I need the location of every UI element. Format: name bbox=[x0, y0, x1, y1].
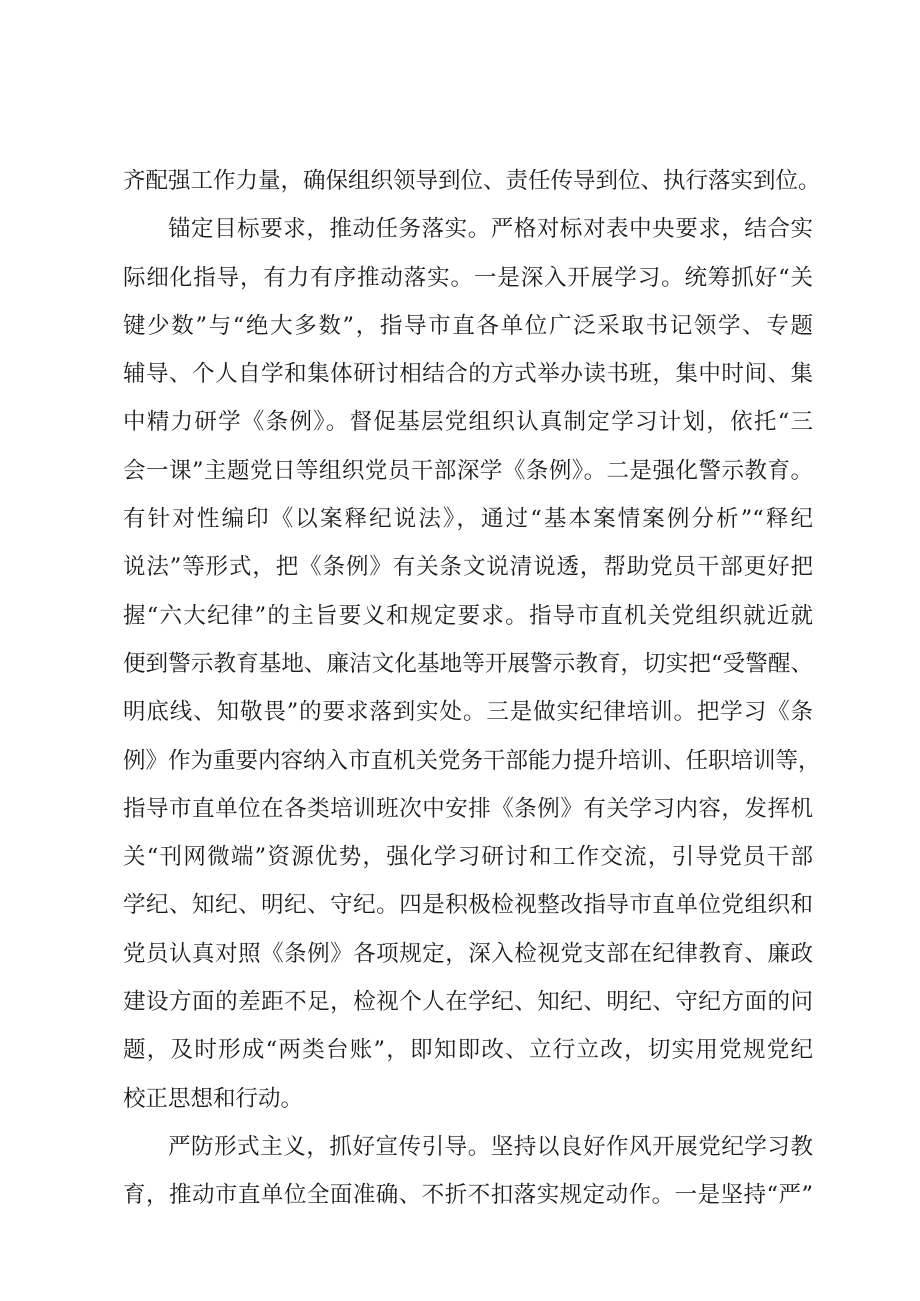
text-line: 齐配强工作力量，确保组织领导到位、责任传导到位、执行落实到位。 bbox=[123, 168, 821, 194]
text-line: 便到警示教育基地、廉洁文化基地等开展警示教育，切实把“受警醒、 bbox=[123, 650, 813, 677]
text-line: 际细化指导，有力有序推动落实。一是深入开展学习。统筹抓好“关 bbox=[123, 264, 813, 291]
text-line: 键少数”与“绝大多数”，指导市直各单位广泛采取书记领学、专题 bbox=[123, 312, 813, 339]
paragraph-start-line: 锚定目标要求，推动任务落实。严格对标对表中央要求，结合实 bbox=[168, 216, 813, 243]
document-body bbox=[123, 157, 821, 1220]
text-line: 中精力研学《条例》。督促基层党组织认真制定学习计划，依托“三 bbox=[123, 409, 813, 436]
text-line: 题，及时形成“两类台账”，即知即改、立行立改，切实用党规党纪 bbox=[123, 1037, 813, 1064]
text-line: 育，推动市直单位全面准确、不折不扣落实规定动作。一是坚持“严” bbox=[123, 1182, 813, 1209]
text-line: 有针对性编印《以案释纪说法》，通过“基本案情案例分析”“释纪 bbox=[123, 506, 813, 533]
text-line: 建设方面的差距不足，检视个人在学纪、知纪、明纪、守纪方面的问 bbox=[123, 989, 813, 1016]
paragraph-end-line: 校正思想和行动。 bbox=[123, 1085, 304, 1112]
text-line: 党员认真对照《条例》各项规定，深入检视党支部在纪律教育、廉政 bbox=[123, 940, 813, 967]
text-line: 关“刊网微端”资源优势，强化学习研讨和工作交流，引导党员干部 bbox=[123, 844, 813, 871]
text-line: 会一课”主题党日等组织党员干部深学《条例》。二是强化警示教育。 bbox=[123, 457, 813, 484]
text-line: 说法”等形式，把《条例》有关条文说清说透，帮助党员干部更好把 bbox=[123, 554, 813, 581]
text-line: 指导市直单位在各类培训班次中安排《条例》有关学习内容，发挥机 bbox=[123, 795, 813, 822]
text-line: 辅导、个人自学和集体研讨相结合的方式举办读书班，集中时间、集 bbox=[123, 361, 813, 388]
text-line: 例》作为重要内容纳入市直机关党务干部能力提升培训、任职培训等， bbox=[123, 747, 821, 774]
text-line: 学纪、知纪、明纪、守纪。四是积极检视整改指导市直单位党组织和 bbox=[123, 892, 813, 919]
paragraph-start-line: 严防形式主义，抓好宣传引导。坚持以良好作风开展党纪学习教 bbox=[168, 1133, 813, 1160]
text-line: 明底线、知敬畏”的要求落到实处。三是做实纪律培训。把学习《条 bbox=[123, 699, 813, 726]
text-line: 握“六大纪律”的主旨要义和规定要求。指导市直机关党组织就近就 bbox=[123, 602, 813, 629]
